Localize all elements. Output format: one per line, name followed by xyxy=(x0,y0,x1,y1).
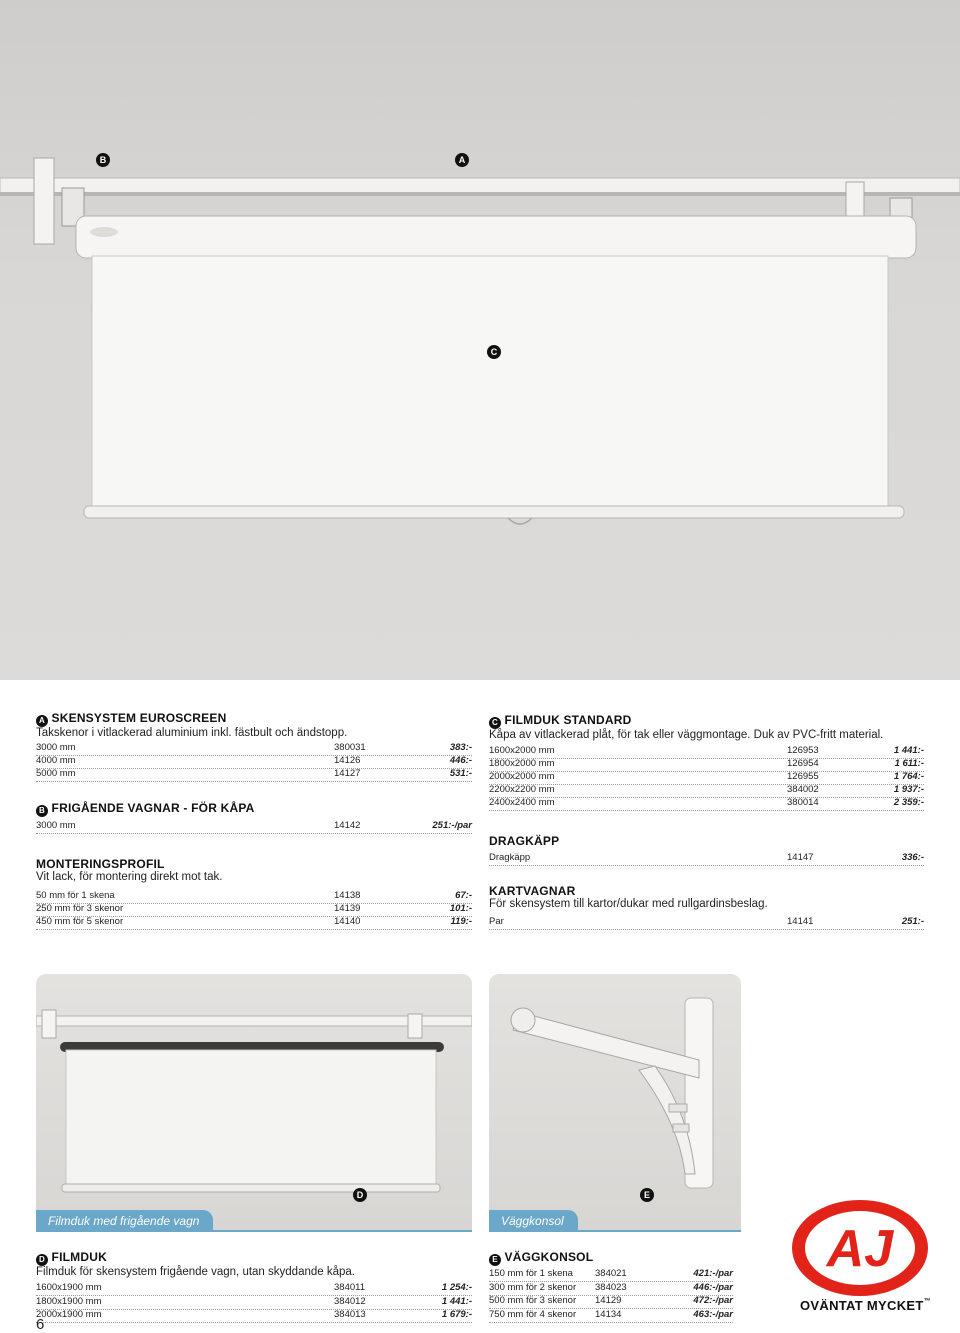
table-row: 5000 mm 14127 531:- xyxy=(36,768,472,782)
logo-slogan xyxy=(800,1298,940,1313)
section-profil-title: MONTERINGSPROFIL xyxy=(36,857,165,871)
marker-c: C xyxy=(487,345,501,359)
section-d-desc: Filmduk för skensystem frigående vagn, utan skyddande kåpa. xyxy=(36,1266,355,1278)
table-row: 3000 mm 14142 251:-/par xyxy=(36,820,472,834)
slogan-text: OVÄNTAT MYCKET xyxy=(800,1298,924,1313)
page-number: 6 xyxy=(36,1316,45,1333)
marker-a: A xyxy=(455,153,469,167)
table-row: 450 mm för 5 skenor 14140 119:- xyxy=(36,916,472,930)
table-row: 150 mm för 1 skena 384021 421:-/par xyxy=(489,1268,733,1282)
section-c xyxy=(489,713,939,741)
section-d-title: FILMDUK xyxy=(51,1250,107,1264)
caption-vaggkonsol: Väggkonsol xyxy=(489,1210,578,1232)
aj-logo-icon xyxy=(790,1196,930,1300)
section-b-marker: B xyxy=(36,805,48,817)
table-row: 500 mm för 3 skenor 14129 472:-/par xyxy=(489,1295,733,1309)
table-row: 1600x2000 mm 126953 1 441:- xyxy=(489,745,924,759)
section-profil xyxy=(36,857,476,883)
photo-filmduk xyxy=(36,974,472,1232)
photo-vaggkonsol xyxy=(489,974,741,1232)
table-row: Dragkäpp 14147 336:- xyxy=(489,852,924,866)
section-kartvagnar-desc: För skensystem till kartor/dukar med rullgardinsbeslag. xyxy=(489,898,768,910)
marker-d: D xyxy=(353,1188,367,1202)
table-row: 50 mm för 1 skena 14138 67:- xyxy=(36,890,472,904)
table-row: 1800x1900 mm 384012 1 441:- xyxy=(36,1296,472,1310)
section-profil-desc: Vit lack, för montering direkt mot tak. xyxy=(36,871,223,883)
vaggkonsol-illustration xyxy=(489,974,741,1232)
table-row: 4000 mm 14126 446:- xyxy=(36,755,472,769)
section-a xyxy=(36,711,476,739)
section-c-desc: Kåpa av vitlackerad plåt, för tak eller väggmontage. Duk av PVC-fritt material. xyxy=(489,729,884,741)
section-d xyxy=(36,1250,476,1278)
section-e-heading xyxy=(489,1250,739,1266)
section-kartvagnar xyxy=(489,884,939,910)
trademark: ™ xyxy=(923,1298,931,1305)
section-e-marker: E xyxy=(489,1254,501,1266)
marker-b: B xyxy=(96,153,110,167)
table-row: Par 14141 251:- xyxy=(489,916,924,930)
section-a-marker: A xyxy=(36,715,48,727)
table-row: 250 mm för 3 skenor 14139 101:- xyxy=(36,903,472,917)
marker-e: E xyxy=(640,1188,654,1202)
section-e-title: VÄGGKONSOL xyxy=(504,1250,594,1264)
table-row: 3000 mm 380031 383:- xyxy=(36,742,472,756)
table-row: 300 mm för 2 skenor 384023 446:-/par xyxy=(489,1282,733,1296)
section-dragkapp-title: DRAGKÄPP xyxy=(489,834,560,848)
table-row: 1800x2000 mm 126954 1 611:- xyxy=(489,758,924,772)
section-d-marker: D xyxy=(36,1254,48,1266)
table-row: 2000x1900 mm 384013 1 679:- xyxy=(36,1309,472,1323)
section-a-title: SKENSYSTEM EUROSCREEN xyxy=(51,711,227,725)
filmduk-illustration xyxy=(36,974,472,1232)
brand-logo xyxy=(790,1196,930,1300)
table-row: 2000x2000 mm 126955 1 764:- xyxy=(489,771,924,785)
caption-underline xyxy=(489,1230,741,1232)
table-row: 750 mm för 4 skenor 14134 463:-/par xyxy=(489,1309,733,1323)
caption-underline xyxy=(36,1230,472,1232)
section-b-title: FRIGÅENDE VAGNAR - FÖR KÅPA xyxy=(51,801,255,815)
caption-filmduk: Filmduk med frigående vagn xyxy=(36,1210,213,1232)
section-a-desc: Takskenor i vitlackerad aluminium inkl. fästbult och ändstopp. xyxy=(36,727,348,739)
table-row: 1600x1900 mm 384011 1 254:- xyxy=(36,1282,472,1296)
table-row: 2400x2400 mm 380014 2 359:- xyxy=(489,797,924,811)
section-kartvagnar-title: KARTVAGNAR xyxy=(489,884,576,898)
section-b-heading xyxy=(36,801,476,817)
table-row: 2200x2200 mm 384002 1 937:- xyxy=(489,784,924,798)
section-c-title: FILMDUK STANDARD xyxy=(504,713,632,727)
logo-text: AJ xyxy=(826,1220,894,1278)
section-c-marker: C xyxy=(489,717,501,729)
